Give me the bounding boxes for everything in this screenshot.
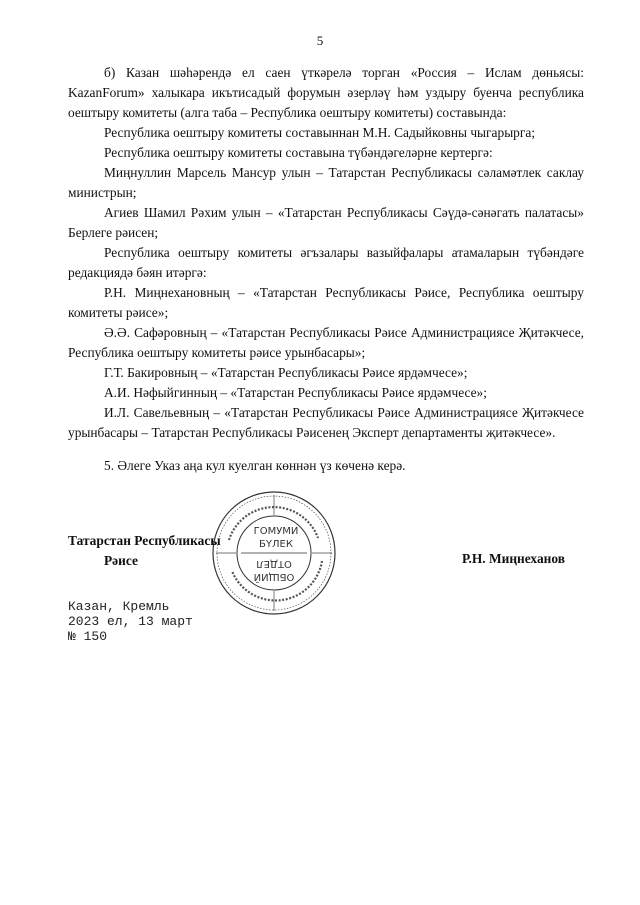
paragraph-add-members: Республика оештыру комитеты составына түбәндәгеләрне кертергә:: [104, 145, 493, 160]
paragraph-effective-date: 5. Әлеге Указ аңа кул куелган көннән үз көченә керә.: [104, 458, 406, 473]
paragraph-position-safarov: Ә.Ә. Сафәровның – «Татарстан Республикасы Рәисе Администрациясе Җитәкчесе, Республика оештыру комитеты рәисе урынбасары»;: [68, 325, 584, 360]
paragraph-position-bakirov: Г.Т. Бакировның – «Татарстан Республикасы Рәисе ярдәмчесе»;: [104, 365, 468, 380]
stamp-line-3: ОБЩИЙ: [253, 571, 295, 582]
document-footer: [68, 599, 193, 644]
paragraph-member-minnullin: Миңнуллин Марсель Мансур улын – Татарстан Республикасы сәламәтлек саклау министрын;: [68, 165, 584, 200]
paragraph-b-intro: б) Казан шәһәрендә ел саен үткәрелә торган «Россия – Ислам дөньясы: KazanForum» халыкара икътисадый форумын әзерләү һәм уздыру буенча республика оештыру комитеты (алга таба – Республика оештыру комитеты) составында:: [68, 65, 584, 120]
signatory-title-line-1: Татарстан Республикасы: [68, 533, 221, 548]
signatory-title-line-2: Рәисе: [104, 553, 138, 568]
paragraph-member-agiev: Агиев Шамил Рәхим улын – «Татарстан Республикасы Сәүдә-сәнәгать палатасы» Берлеге рәисен;: [68, 205, 584, 240]
paragraph-position-nafigin: А.И. Нәфыйгинның – «Татарстан Республикасы Рәисе ярдәмчесе»;: [104, 385, 487, 400]
signatory-title: [68, 531, 221, 571]
paragraph-position-savelyev: И.Л. Савельевның – «Татарстан Республикасы Рәисе Администрациясе Җитәкчесе урынбасары – Татарстан Республикасы Рәисенең Эксперт департаменты җитәкчесе».: [68, 405, 584, 440]
footer-number: № 150: [68, 629, 108, 644]
paragraph-rename-positions: Республика оештыру комитеты әгъзалары вазыйфалары атамаларын түбәндәге редакциядә бәян итәргә:: [68, 245, 584, 280]
stamp-line-1: ГОМУМИ: [253, 526, 299, 537]
official-stamp-seal: [210, 489, 338, 617]
paragraph-remove-member: Республика оештыру комитеты составыннан М.Н. Садыйковны чыгарырга;: [104, 125, 536, 140]
paragraph-position-minnikhanov: Р.Н. Миңнехановның – «Татарстан Республикасы Рәисе, Республика оештыру комитеты рәисе»;: [68, 285, 584, 320]
document-body: [68, 63, 584, 476]
footer-place: Казан, Кремль: [68, 599, 170, 614]
stamp-line-2: БҮЛЕК: [259, 539, 293, 550]
signatory-name: Р.Н. Миңнеханов: [462, 551, 565, 566]
page-number: 5: [316, 33, 324, 48]
footer-date: 2023 ел, 13 март: [68, 614, 193, 629]
stamp-line-4: ОТДЕЛ: [256, 558, 292, 569]
